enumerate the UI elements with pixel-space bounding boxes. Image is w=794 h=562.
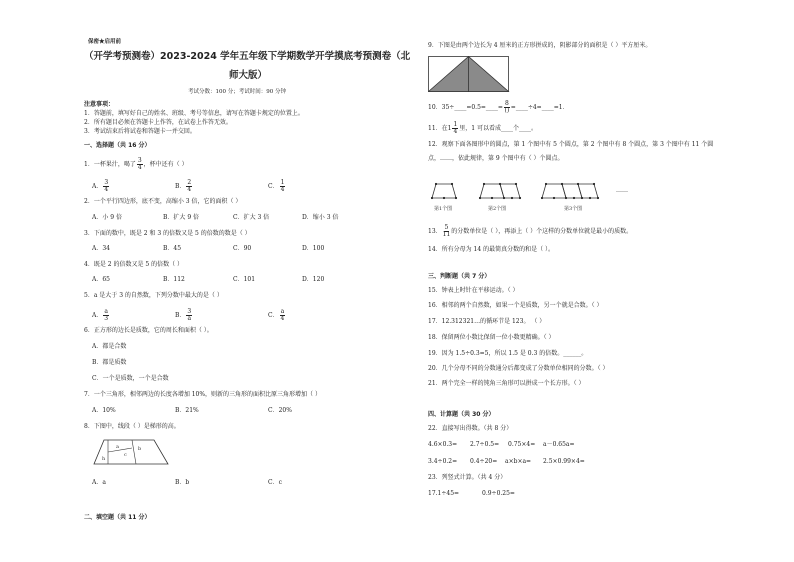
trapezoid-figure [92,438,172,468]
q6-option-c[interactable]: C．一个是质数，一个是合数 [92,375,169,382]
question-21: 21．两个完全一样的钝角三角形可以拼成一个长方形。（ ） [428,380,585,387]
q3-option-a[interactable]: A．34 [92,245,110,252]
figure-label-c: c [124,452,127,458]
figure-1-label: 第1个图 [434,206,453,212]
q2-option-c[interactable]: C．扩大 3 倍 [233,214,270,221]
q5-option-b[interactable]: B． $\frac{3}{a}$ [175,308,192,322]
question-23: 23．列竖式计算。（共 4 分） [428,474,507,481]
calc-item: a×b×a= [505,458,532,465]
question-22: 22．直接写出得数。（共 8 分） [428,425,513,432]
question-3: 3．下面的数中，既是 2 和 3 的倍数又是 5 的倍数的数是（ ） [84,230,251,237]
question-19: 19．因为 1.5÷0.3=5，所以 1.5 是 0.3 的倍数。______。 [428,350,588,357]
q7-option-c[interactable]: C．20% [268,407,292,414]
figure-3-label: 第3个图 [564,206,583,212]
q2-option-a[interactable]: A．小 9 倍 [92,214,122,221]
confidential-label: 保密★启用前 [88,39,122,45]
question-15: 15．钟表上时针在平移运动。（ ） [428,287,519,294]
q6-option-a[interactable]: A．都是合数 [92,343,127,350]
calc-item: a－0.65a= [543,441,575,448]
question-10: 10．35÷____=0.5=____= $\frac{8}{()}$ =____÷4=____=1． [428,100,569,114]
q4-option-d[interactable]: D．120 [302,276,325,283]
question-14: 14．所有分母为 14 的最简真分数的和是（ ）。 [428,246,554,253]
question-17: 17．12.312321…的循环节是 123。 （ ） [428,318,546,325]
calc-item: 0.75×4= [508,441,536,448]
figure-label-a: a [116,444,119,450]
q1-option-c[interactable]: C． $\frac{1}{4}$ [268,179,285,193]
calc-item: 0.4÷20= [470,458,498,465]
question-7: 7．一个三角形，相邻两边的长度各增加 10%，则新的三角形的面积比原三角形增加（ ） [84,391,321,398]
section-fill-heading: 二、填空题（共 11 分） [84,514,151,521]
question-5: 5．a 是大于 3 的自然数，下列分数中最大的是（ ） [84,292,223,299]
section-choice-heading: 一、选择题（共 16 分） [84,142,151,149]
q2-option-b[interactable]: B．扩大 9 倍 [163,214,200,221]
note-3: 3．考试结束后将试卷和答题卡一并交回。 [84,128,196,135]
q4-option-a[interactable]: A．65 [92,276,110,283]
q8-option-a[interactable]: A．a [92,479,106,486]
question-20: 20．几个分母不同的分数通分后都变成了分数单位相同的分数。（ ） [428,365,609,372]
question-9: 9．下图是由两个边长为 4 厘米的正方形拼成的，阴影部分的面积是（ ）平方厘米。 [428,42,652,49]
question-12-line-1: 12．观察下面各图形中的圆点，第 1 个图中有 5 个圆点，第 2 个图中有 8 个圆点，第 3 个图中有 11 个圆 [428,141,714,148]
q5-option-c[interactable]: C． $\frac{a}{4}$ [268,308,285,322]
figure-label-b: b [138,446,142,452]
q1-option-b[interactable]: B． $\frac{2}{4}$ [175,179,192,193]
calc-item: 2.7÷0.5= [470,441,500,448]
section-calc-heading: 四、计算题（共 30 分） [428,411,495,418]
question-1: 1．一杯果汁，喝了 $\frac{3}{4}$ ，杯中还有（ ） [84,157,188,171]
calc-item: 2.5×0.99×4= [543,458,585,465]
figure-label-h: h [102,456,106,462]
question-12-line-2: 点，……，依此规律，第 9 个图中有（ ）个圆点。 [428,155,564,162]
q7-option-a[interactable]: A．10% [92,407,116,414]
question-11: 11．在1 $\frac{1}{4}$ 里，1 可以看成____个____。 [428,121,538,135]
calc-item: 4.6×0.3= [428,441,458,448]
q7-option-b[interactable]: B．21% [175,407,199,414]
question-13: 13． $\frac{5}{11}$ 的分数单位是（ ），再添上（ ）个这样的分数单位就是最小的质数。 [428,224,633,238]
continuation-dots: …… [616,187,628,194]
title-line-2: 师大版） [229,70,268,81]
title-line-1: （开学考预测卷）2023-2024 学年五年级下学期数学开学摸底考预测卷（北 [84,51,411,62]
q8-option-c[interactable]: C．c [268,479,282,486]
question-2: 2．一个平行四边形，底不变，高缩小 3 倍，它的面积（ ） [84,198,242,205]
note-1: 1．答题前，填写好自己的姓名、班级、考号等信息，请写在答题卡规定的位置上。 [84,110,304,117]
dot-pattern-figures [430,180,640,214]
exam-info: 考试分数：100 分；考试时间：90 分钟 [188,89,286,95]
question-8: 8．下图中，线段（ ）是梯形的高。 [84,423,180,430]
note-2: 2．所有题目必须在答题卡上作答，在试卷上作答无效。 [84,119,232,126]
calc-item: 0.9÷0.25= [482,490,515,497]
section-judge-heading: 三、判断题（共 7 分） [428,273,491,280]
q6-option-b[interactable]: B．都是质数 [92,359,127,366]
shaded-squares-figure [428,56,510,92]
figure-2-label: 第2个图 [488,206,507,212]
question-16: 16．相邻的两个自然数，如果一个是质数，另一个就是合数。（ ） [428,302,603,309]
q3-option-d[interactable]: D．100 [302,245,325,252]
q4-option-c[interactable]: C．101 [233,276,256,283]
q3-option-b[interactable]: B．45 [163,245,182,252]
q4-option-b[interactable]: B．112 [163,276,185,283]
q2-option-d[interactable]: D．缩小 3 倍 [302,214,339,221]
q5-option-a[interactable]: A． $\frac{a}{3}$ [92,308,109,322]
question-18: 18．保留两位小数比保留一位小数更精确。（ ） [428,334,555,341]
q3-option-c[interactable]: C．90 [233,245,252,252]
question-4: 4．既是 2 的倍数又是 5 的倍数（ ） [84,261,183,268]
calc-item: 17.1÷45= [428,490,460,497]
q8-option-b[interactable]: B．b [175,479,190,486]
notes-heading: 注意事项： [84,101,115,108]
question-6: 6．正方形的边长是质数，它的周长和面积（ ）。 [84,327,213,334]
q1-option-a[interactable]: A． $\frac{3}{4}$ [92,179,109,193]
calc-item: 3.4÷0.2= [428,458,458,465]
